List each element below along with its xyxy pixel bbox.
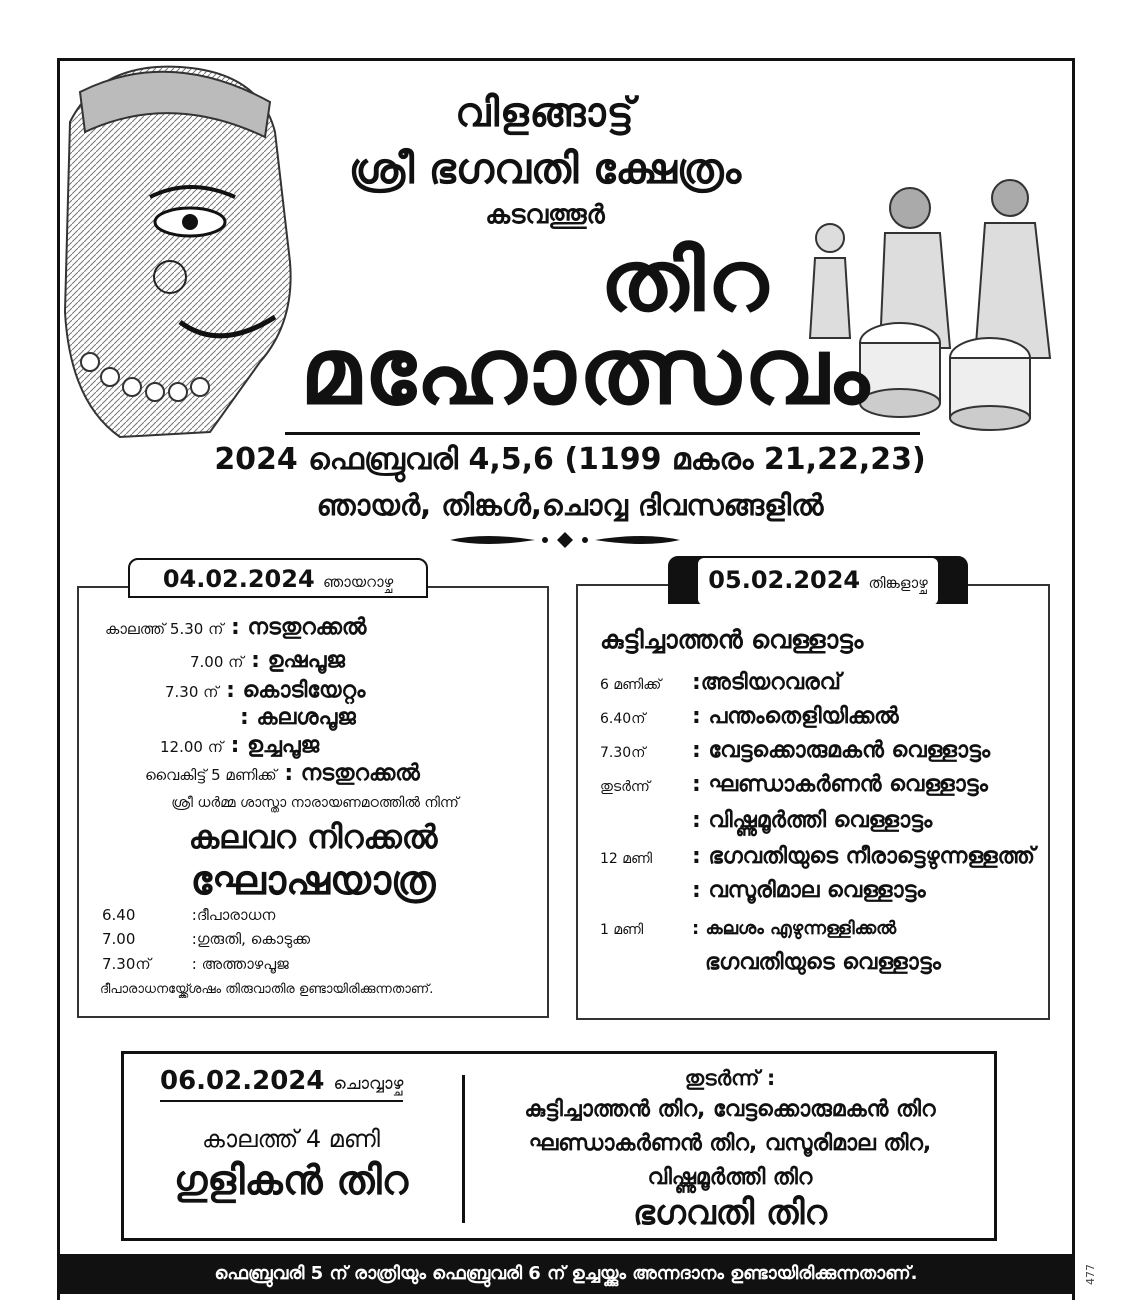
day1-event: : നടതുറക്കൽ — [284, 761, 420, 786]
day3-final-event: ഭഗവതി തിറ — [633, 1193, 827, 1233]
temple-name-line1: വിളങ്ങാട്ട് — [455, 90, 635, 136]
day3-then: തുടർന്ന് : — [684, 1066, 776, 1090]
day1-event: : കലശപൂജ — [240, 705, 356, 730]
day2-event: : വേട്ടക്കൊരുമകൻ വെള്ളാട്ടം — [692, 738, 991, 763]
day3-date: 06.02.2024 — [160, 1066, 325, 1096]
print-reference-number: 477 — [1084, 1264, 1097, 1285]
day2-event: : ഘണ്ഡാകർണൻ വെള്ളാട്ടം — [692, 772, 988, 797]
footer-announcement: ഫെബ്രുവരി 5 ന് രാത്രിയും ഫെബ്രുവരി 6 ന് ഉച്ചയ്ക്കും അന്നദാനം ഉണ്ടായിരിക്കുന്നതാണ്. — [57, 1254, 1075, 1294]
day2-event: : വിഷ്ണുമൂർത്തി വെള്ളാട്ടം — [692, 808, 933, 833]
evening-event: :ദീപാരാധന — [191, 906, 276, 924]
day1-evening-row — [102, 955, 289, 973]
day2-header — [668, 556, 968, 604]
divider — [285, 432, 920, 435]
day1-time: 7.30 ന് — [165, 683, 219, 701]
day2-date: 05.02.2024 — [708, 566, 861, 594]
day1-time: വൈകിട്ട് 5 മണിക്ക് — [145, 766, 277, 784]
festival-dates: 2024 ഫെബ്രുവരി 4,5,6 (1199 മകരം 21,22,23) — [214, 442, 926, 477]
day3-header — [160, 1066, 403, 1102]
day1-time: 12.00 ന് — [160, 738, 223, 756]
day2-row — [600, 772, 988, 797]
day2-time: തുടർന്ന് — [600, 779, 650, 795]
day2-event: :അടിയറവരവ് — [692, 670, 841, 695]
evening-event: : അത്താഴപൂജ — [191, 955, 289, 973]
day2-time: 6 മണിക്ക് — [600, 677, 662, 693]
day2-row — [600, 704, 899, 729]
day2-event: : കലശം എഴുന്നള്ളിക്കൽ — [692, 918, 897, 939]
day1-time: കാലത്ത് 5.30 ന് — [105, 620, 224, 638]
day1-event: : കൊടിയേറ്റം — [226, 678, 366, 703]
day2-heading: കുട്ടിച്ചാത്തൻ വെള്ളാട്ടം — [600, 625, 864, 654]
day1-procession-source: ശ്രീ ധർമ്മ ശാസ്താ നാരായണമഠത്തിൽ നിന്ന് — [171, 795, 459, 811]
day2-row — [600, 878, 926, 903]
day3-line1: കുട്ടിച്ചാത്തൻ തിറ, വേട്ടക്കൊരുമകൻ തിറ — [524, 1097, 936, 1122]
day1-time: 7.00 ന് — [190, 653, 244, 671]
day2-row — [600, 738, 990, 763]
day1-row — [165, 678, 365, 703]
temple-name-line2: ശ്രീ ഭഗവതി ക്ഷേത്രം — [348, 144, 742, 193]
day2-time: 6.40ന് — [600, 711, 646, 727]
day2-row — [600, 950, 941, 975]
festival-title-word1: തിറ — [600, 232, 771, 330]
day1-row — [240, 705, 356, 730]
day1-header — [128, 558, 428, 598]
day2-row — [600, 670, 841, 695]
day1-row — [190, 648, 345, 673]
day3-main-event: ഗുളികൻ തിറ — [173, 1158, 409, 1204]
day1-date: 04.02.2024 — [162, 565, 315, 593]
day2-time: 12 മണി — [600, 851, 653, 867]
day1-procession-title1: കലവറ നിറക്കൽ — [188, 818, 438, 856]
day2-row — [600, 808, 932, 833]
day2-weekday: തിങ്കളാഴ്ച — [868, 574, 928, 592]
day2-time: 7.30ന് — [600, 745, 646, 761]
day3-line3: വിഷ്ണുമൂർത്തി തിറ — [647, 1165, 813, 1190]
day3-line2: ഘണ്ഡാകർണൻ തിറ, വസൂരിമാല തിറ, — [528, 1131, 932, 1156]
day1-row — [145, 761, 420, 786]
day1-evening-row — [102, 906, 275, 924]
evening-time: 7.30ന് — [102, 955, 151, 973]
day1-weekday: ഞായറാഴ്ച — [323, 573, 394, 591]
day1-evening-row — [102, 930, 310, 948]
evening-time: 7.00 — [102, 930, 136, 948]
day1-row — [105, 615, 366, 640]
day3-divider — [462, 1075, 465, 1223]
temple-location: കടവത്തൂർ — [485, 200, 605, 230]
day1-row — [160, 733, 319, 758]
festival-days: ഞായർ, തിങ്കൾ,ചൊവ്വ ദിവസങ്ങളിൽ — [316, 488, 824, 522]
day2-event: : പന്തംതെളിയിക്കൽ — [692, 704, 899, 729]
day2-row — [600, 844, 1035, 869]
day1-event: : നടതുറക്കൽ — [231, 615, 367, 640]
evening-time: 6.40 — [102, 906, 136, 924]
day2-time: 1 മണി — [600, 922, 644, 938]
evening-event: :ഗുരുതി, കൊടുക്ക — [191, 930, 310, 948]
festival-title-word2: മഹോത്സവം — [300, 318, 873, 425]
ornament-divider-icon — [445, 530, 685, 550]
day1-event: : ഉഷപൂജ — [251, 648, 345, 673]
day1-event: : ഉച്ചപൂജ — [230, 733, 320, 758]
day3-weekday: ചൊവ്വാഴ്ച — [333, 1074, 404, 1094]
day1-note: ദീപാരാധനയ്ക്ക്ശേഷം തിരുവാതിര ഉണ്ടായിരിക്കുന്നതാണ്. — [100, 982, 434, 997]
day2-event: : വസൂരിമാല വെള്ളാട്ടം — [692, 878, 926, 903]
theyyam-face-illustration — [60, 62, 310, 442]
day3-time: കാലത്ത് 4 മണി — [202, 1125, 380, 1153]
day1-procession-title2: ഘോഷയാത്ര — [190, 858, 436, 904]
day2-event: : ഭഗവതിയുടെ നീരാട്ടെഴുന്നള്ളത്ത് — [692, 844, 1035, 869]
day2-row — [600, 918, 896, 939]
day2-event: ഭഗവതിയുടെ വെള്ളാട്ടം — [705, 950, 941, 975]
